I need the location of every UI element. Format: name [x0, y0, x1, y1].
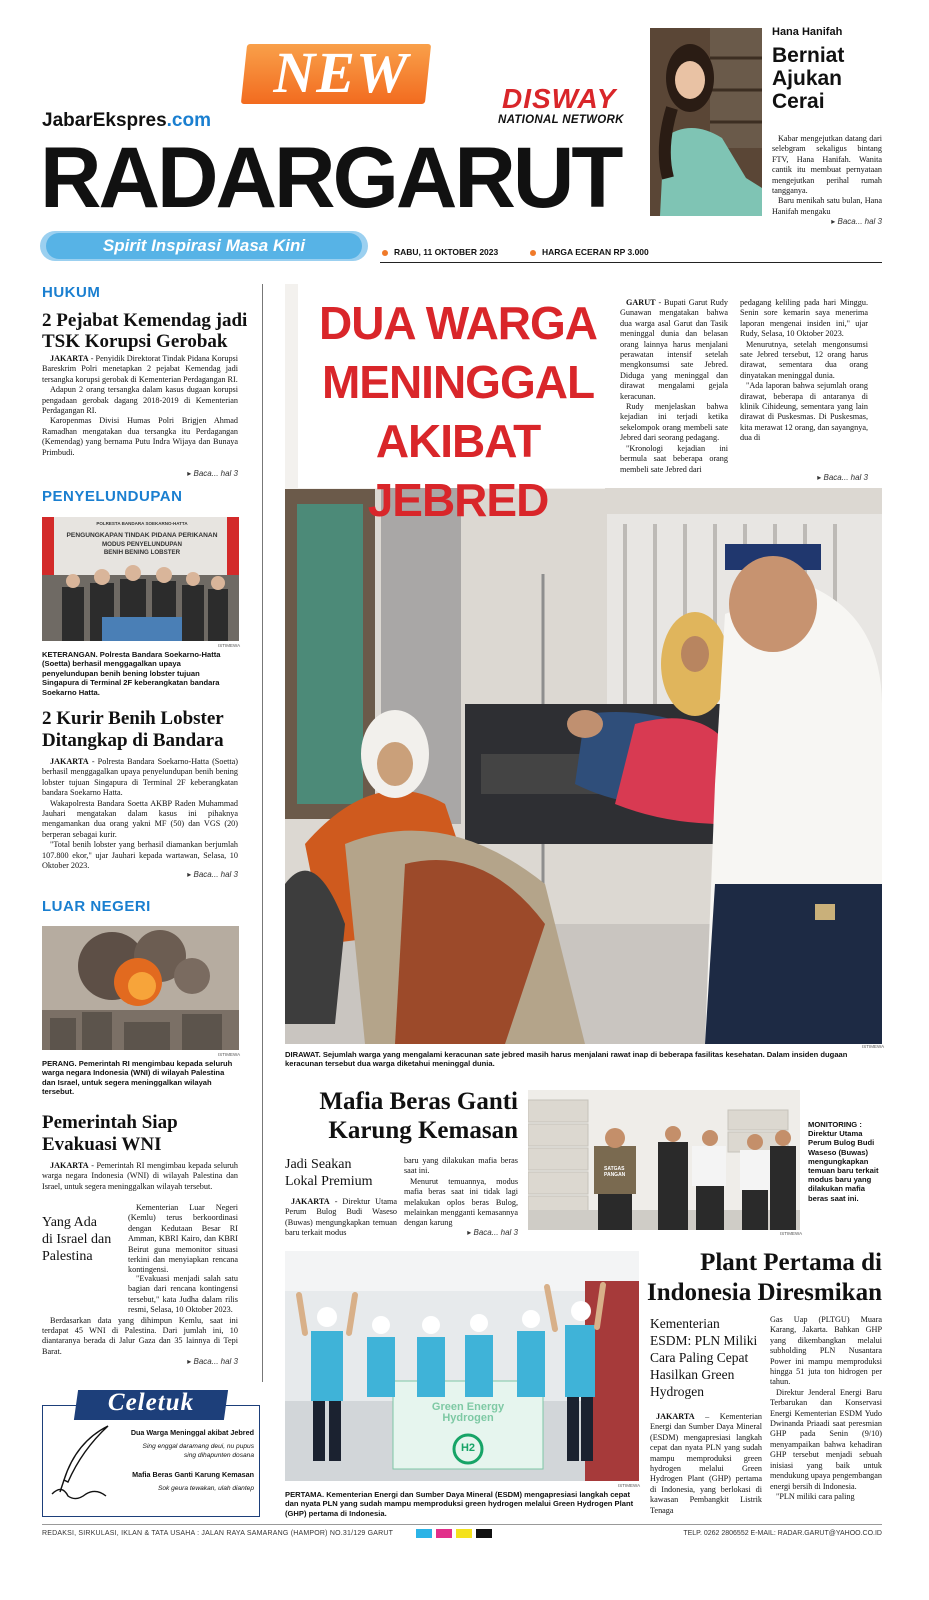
main-credit: ISTIMEWA: [862, 1044, 885, 1049]
teaser-photo: [650, 28, 762, 216]
luar-negeri-subhead: Yang Ada di Israel dan Palestina: [42, 1215, 112, 1264]
section-luar-negeri: LUAR NEGERI: [42, 898, 151, 915]
celetuk-quip-1a: Sing enggal daramang deui, nu pupus: [142, 1443, 254, 1450]
penyelundupan-photo: [42, 517, 239, 641]
footer-rule: [42, 1524, 882, 1525]
color-bar: [416, 1529, 492, 1538]
hukum-body: JAKARTA - Penyidik Direktorat Tindak Pidana Korupsi Bareskrim Polri menetapkan 2 pejabat Kemendag jadi tersangka korupsi gerobak di Kementerian Perdagangan RI. Adapun 2 orang tersangka dalam kasus dugaan korupsi pengadaan gerobak dagang 2018-2019 di Kementerian Perdagangan RI. Karopenmas Divisi Humas Polri Brigjen Ahmad Ramadhan mengatakan dua tersangka itu Perdagangan (Kemendag) yang bernama Putu Indra Wijaya dan Bunaya Primbudi.: [42, 354, 238, 457]
plant-subhead: Kementerian ESDM: PLN Miliki Cara Paling Cepat Hasilkan Green Hydrogen: [650, 1316, 758, 1399]
plant-body-1: JAKARTA – Kementerian Energi dan Sumber Daya Mineral (ESDM) mengapresiasi langkah cepat dan nyata PLN yang sudah mampu memproduksi green hydrogen melalui Green Hydrogen Plant (GHP) pertama di Indonesia, yang berlokasi di kawasan Pembangkit Listrik Tenaga: [650, 1412, 762, 1515]
penyelundupan-banner-1: POLRESTA BANDARA SOEKARNO-HATTA: [96, 521, 188, 526]
penyelundupan-caption: KETERANGAN. Polresta Bandara Soekarno-Hatta (Soetta) berhasil menggagalkan upaya penyelundupan benih bening lobster tujuan Singapura di Terminal 2F keberangkatan bandara Soekarno Hatta.: [42, 650, 221, 697]
new-badge-text: NEW: [273, 40, 409, 105]
plant-caption: PERTAMA. Kementerian Energi dan Sumber Daya Mineral (ESDM) mengapresiasi langkah cepat dan nyata PLN yang sudah mampu memproduksi green hydrogen melalui Green Hydrogen Plant (GHP) pertama di Indonesia.: [285, 1490, 634, 1518]
luar-negeri-photo-art: [42, 926, 239, 1050]
teaser-photo-art: [650, 28, 762, 216]
mafia-photo-art: [528, 1090, 800, 1230]
section-penyelundupan: PENYELUNDUPAN: [42, 488, 183, 505]
left-column-divider: [262, 284, 263, 1382]
penyelundupan-banner-4: BENIH BENING LOBSTER: [103, 549, 181, 556]
hukum-more-link[interactable]: ▸ Baca... hal 3: [187, 469, 238, 478]
celetuk-item-1: Dua Warga Meninggal akibat Jebred: [130, 1428, 254, 1437]
disway-sub: NATIONAL NETWORK: [498, 114, 624, 126]
penyelundupan-banner-3: MODUS PENYELUNDUPAN: [102, 541, 182, 548]
plant-headline[interactable]: Plant Pertama di Indonesia Diresmikan: [646, 1249, 882, 1306]
swatch-yellow: [456, 1529, 472, 1538]
teaser-person: Hana Hanifah: [772, 26, 843, 38]
plant-sign-2: Hydrogen: [442, 1412, 494, 1424]
swatch-black: [476, 1529, 492, 1538]
tagline: Spirit Inspirasi Masa Kini: [102, 236, 306, 255]
plant-body-2: Gas Uap (PLTGU) Muara Karang, Jakarta. Bahkan GHP yang dikembangkan melalui subholding PLN Nusantara Power ini mampu memproduksi hingga 51 juta ton hidrogen per tahun. Direktur Jenderal Energi Baru Terbarukan dan Konservasi Energi Kementerian ESDM Yudo Dwinanda Priaadi saat peresmian GHP pada Senin (9/10) menyampaikan bahwa kehadiran GHP tersebut menjadi sebuah inisiasi yang baik untuk mendukung upaya pengembangan energi bersih di Indonesia. "PLN miliki cara paling: [770, 1315, 882, 1501]
dateline-price: HARGA ECERAN RP 3.000: [542, 247, 649, 257]
h2-icon: H2: [460, 1442, 476, 1454]
luar-negeri-headline[interactable]: Pemerintah Siap Evakuasi WNI: [42, 1112, 178, 1155]
masthead-rule: [380, 262, 882, 263]
swatch-cyan: [416, 1529, 432, 1538]
teaser-more-link[interactable]: ▸ Baca... hal 3: [831, 217, 882, 226]
section-hukum: HUKUM: [42, 284, 101, 301]
luar-negeri-body-3: "Evakuasi menjadi salah satu bagian dari rencana kontingensi tersebut," kata Judha dalam rilis resmi, Selasa, 10 Oktober 2023. Berdasarkan data yang dihimpun Kemlu, saat ini terdapat 45 WNI di Palestina. Dari jumlah ini, 10 diantaranya berada di Jalur Gaza dan 35 lainnya di Tepi Barat.: [42, 1274, 238, 1356]
luar-negeri-body-2: Kementerian Luar Negeri (Kemlu) terus berkoordinasi dengan Kedutaan Besar RI Amman, KBRI Kairo, dan KBRI Beirut guna memonitor situasi terkini dan menyiapkan rencana kontingensi.: [128, 1203, 238, 1275]
luar-negeri-photo: [42, 926, 239, 1050]
main-headline[interactable]: DUA WARGA MENINGGAL AKIBAT JEBRED: [318, 297, 598, 526]
plant-sign-1: Green Energy: [431, 1401, 505, 1413]
main-caption: DIRAWAT. Sejumlah warga yang mengalami keracunan sate jebred masih harus menjalani rawat inap di beberapa fasilitas kesehatan. Dalam insiden dugaan keracunan tersebut dua warga diketahui meninggal dunia.: [285, 1050, 848, 1069]
price-dot: [530, 250, 536, 256]
plant-credit: ISTIMEWA: [618, 1483, 641, 1488]
footer-left: REDAKSI, SIRKULASI, IKLAN & TATA USAHA : JALAN RAYA SAMARANG (HAMPOR) NO.31/129 GARUT: [42, 1530, 394, 1537]
plant-photo: [285, 1251, 639, 1481]
penyelundupan-more-link[interactable]: ▸ Baca... hal 3: [187, 870, 238, 879]
penyelundupan-body: JAKARTA - Polresta Bandara Soekarno-Hatta (Soetta) berhasil menggagalkan upaya penyelundupan benih bening lobster tujuan Singapura di Terminal 2F keberangkatan bandara Soekarno Hatta. Wakapolresta Bandara Soetta AKBP Raden Muhammad Jauhari mengatakan dalam kasus ini pihaknya mengamankan dua orang yakni MF (50) dan VGS (20) berperan sebagai kurir. "Total benih lobster yang berhasil diamankan berjumlah 107.800 ekor," ujar Jauhari kepada wartawan, Selasa, 10 Oktober 2023.: [42, 757, 238, 871]
dateline-dot: [382, 250, 388, 256]
luar-negeri-caption: PERANG. Pemerintah RI mengimbau kepada seluruh warga negara Indonesia (WNI) di wilayah Palestina dan Israel, untuk segera meninggalkan wilayah tersebut.: [42, 1059, 233, 1097]
penyelundupan-headline[interactable]: 2 Kurir Benih Lobster Ditangkap di Bandara: [42, 708, 224, 751]
dateline-date: RABU, 11 OKTOBER 2023: [394, 247, 499, 257]
penyelundupan-banner-2: PENGUNGKAPAN TINDAK PIDANA PERIKANAN: [66, 532, 218, 539]
mafia-vest-label-1: SATGAS: [604, 1166, 625, 1172]
celetuk-title: Celetuk: [107, 1389, 195, 1416]
disway-logo: DISWAY: [502, 83, 617, 114]
celetuk-quip-1b: sing dihapunten dosana: [183, 1452, 254, 1459]
swatch-magenta: [436, 1529, 452, 1538]
main-body-col1: GARUT - Bupati Garut Rudy Gunawan mengatakan bahwa dua warga asal Garut dan Tasik meninggal dunia dan belasan orang lainnya harus menjalani perawatan intensif setelah mengkonsumsi sate Jebred. Diduga yang meninggal dan dirawat mengalami gejala keracunan. Rudy menjelaskan bahwa kejadian ini terjadi ketika sekelompok orang membeli sate Jebred dari seorang pedagang. "Kronologi kejadian ini bermula saat beberapa orang membeli sate Jebred dari: [620, 298, 728, 474]
main-body-col2: pedagang keliling pada hari Minggu. Senin sore kemarin saya menerima laporan mengenai insiden ini," ujar Rudy, Selasa, 10 Oktober 2023. Menurutnya, setelah mengonsumsi sate Jebred tersebut, 12 orang harus dirawat, sementara dua orang dinyatakan meninggal dunia. "Ada laporan bahwa sejumlah orang dirawat, beberapa di antaranya di klinik Cihideung, sementara yang lain dirawat di Puskesmas. Di Puskesmas, kita merawat 12 orang, dan sayangnya, dua di: [740, 298, 868, 443]
main-more-link[interactable]: ▸ Baca... hal 3: [817, 473, 868, 482]
luar-negeri-more-link[interactable]: ▸ Baca... hal 3: [187, 1357, 238, 1366]
mafia-body-1: JAKARTA - Direktur Utama Perum Bulog Budi Waseso (Buwas) mengungkapkan temuan baru terkait modus: [285, 1197, 397, 1238]
mafia-headline[interactable]: Mafia Beras Ganti Karung Kemasan: [319, 1088, 518, 1144]
mafia-more-link[interactable]: ▸ Baca... hal 3: [467, 1228, 518, 1237]
luar-negeri-body-1: JAKARTA - Pemerintah RI mengimbau kepada seluruh warga negara Indonesia (WNI) di wilayah Palestina dan Israel, untuk segera meninggalkan wilayah tersebut.: [42, 1161, 238, 1191]
hukum-headline[interactable]: 2 Pejabat Kemendag jadi TSK Korupsi Gerobak: [42, 310, 248, 352]
paper-name: RADARGARUT: [40, 130, 621, 226]
mafia-photo: [528, 1090, 800, 1230]
luar-negeri-credit: ISTIMEWA: [218, 1052, 241, 1057]
teaser-body: Kabar mengejutkan datang dari selebgram sekaligus bintang FTV, Hana Hanifah. Wanita cantik itu membuat pernyataan mengejutkan perihal rumah tangganya. Baru menikah satu bulan, Hana Hanifah mengaku: [772, 134, 882, 216]
mafia-subhead: Jadi Seakan Lokal Premium: [285, 1157, 373, 1189]
site-name: JabarEkspres.com: [42, 110, 212, 131]
mafia-caption: MONITORING : Direktur Utama Perum Bulog Budi Waseso (Buwas) mengungkapkan temuan baru terkait modus baru yang dilakukan mafia beras saat ini.: [808, 1120, 879, 1203]
mafia-body-2: baru yang dilakukan mafia beras saat ini. Menurut temuannya, modus mafia beras saat ini tidak lagi melakukan oplos beras Bulog, melainkan mengganti kemasannya dengan karung: [404, 1156, 518, 1228]
celetuk-item-2: Mafia Beras Ganti Karung Kemasan: [132, 1470, 254, 1479]
mafia-credit: ISTIMEWA: [780, 1231, 803, 1236]
footer-right: TELP. 0262 2806552 E-MAIL: RADAR.GARUT@YAHOO.CO.ID: [683, 1530, 882, 1537]
mafia-vest-label-2: PANGAN: [604, 1172, 626, 1178]
quill-icon: [46, 1422, 116, 1502]
teaser-headline: Berniat Ajukan Cerai: [772, 44, 845, 113]
celetuk-quip-2: Sok geura tewakan, ulah diantep: [157, 1485, 254, 1492]
penyelundupan-credit: ISTIMEWA: [218, 643, 241, 648]
